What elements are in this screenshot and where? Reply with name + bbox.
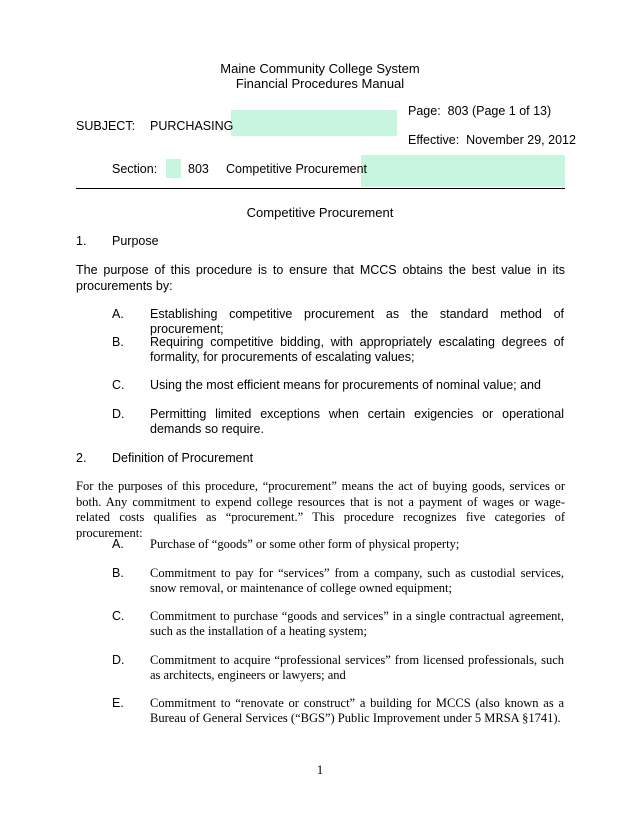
page-number: 1 [316,762,324,777]
effective-label: Effective: [408,133,460,147]
section-2-number: 2. [76,451,87,465]
list-item: Using the most efficient means for procurements of nominal value; and [150,378,541,392]
section-1-intro: The purpose of this procedure is to ensure that MCCS obtains the best value in its procurements by: [76,263,565,293]
list-item: Establishing competitive procurement as the standard method of procurement; [150,307,564,336]
list-item: Commitment to purchase “goods and services” in a single contractual agreement, such as the installation of a heating system; [150,609,564,638]
section-label: Section: [112,162,158,176]
page-label: Page: [408,104,441,118]
list-item-letter: E. [112,696,124,710]
effective-value: November 29, 2012 [466,133,576,147]
list-item-letter: B. [112,335,124,349]
list-item: Purchase of “goods” or some other form of physical property; [150,537,460,551]
list-item: Commitment to pay for “services” from a company, such as custodial services, snow removal, or maintenance of college owned equipment; [150,566,564,595]
list-item-letter: D. [112,407,125,421]
manual-name: Financial Procedures Manual [235,76,405,91]
subject-label: SUBJECT: [76,119,136,133]
org-name: Maine Community College System [220,61,420,76]
list-item: Permitting limited exceptions when certain exigencies or operational demands so require. [150,407,564,436]
list-item: Commitment to acquire “professional services” from licensed professionals, such as architects, engineers or lawyers; and [150,653,564,682]
list-item: Commitment to “renovate or construct” a building for MCCS (also known as a Bureau of General Services (“BGS”) Public Improvement under 5 MRSA §1741). [150,696,564,725]
list-item-letter: B. [112,566,124,580]
section-1-heading: Purpose [112,234,159,248]
effective-info [408,133,576,148]
list-item-letter: D. [112,653,125,667]
section-number: 803 [188,162,209,176]
list-item: Requiring competitive bidding, with appropriately escalating degrees of formality, for procurements of escalating values; [150,335,564,364]
section-title-highlight [361,155,565,187]
page-info [408,104,551,119]
section-2-heading: Definition of Procurement [112,451,254,465]
subject-value: PURCHASING [150,119,234,133]
list-item-letter: A. [112,307,124,321]
list-item-letter: A. [112,537,124,551]
page-value: 803 (Page 1 of 13) [447,104,552,118]
subject-highlight [231,110,397,136]
list-item-letter: C. [112,609,125,623]
section-1-number: 1. [76,234,87,248]
section-title: Competitive Procurement [226,162,368,176]
document-title: Competitive Procurement [246,205,394,220]
header-divider [76,188,565,189]
list-item-letter: C. [112,378,125,392]
section-2-intro: For the purposes of this procedure, “procurement” means the act of buying goods, services or both. Any commitment to expend college resources that is not a payment of wages or wage-related costs qualifies as “procurement.” This procedure recognizes five categories of procurement: [76,479,565,540]
section-number-highlight [166,159,181,178]
